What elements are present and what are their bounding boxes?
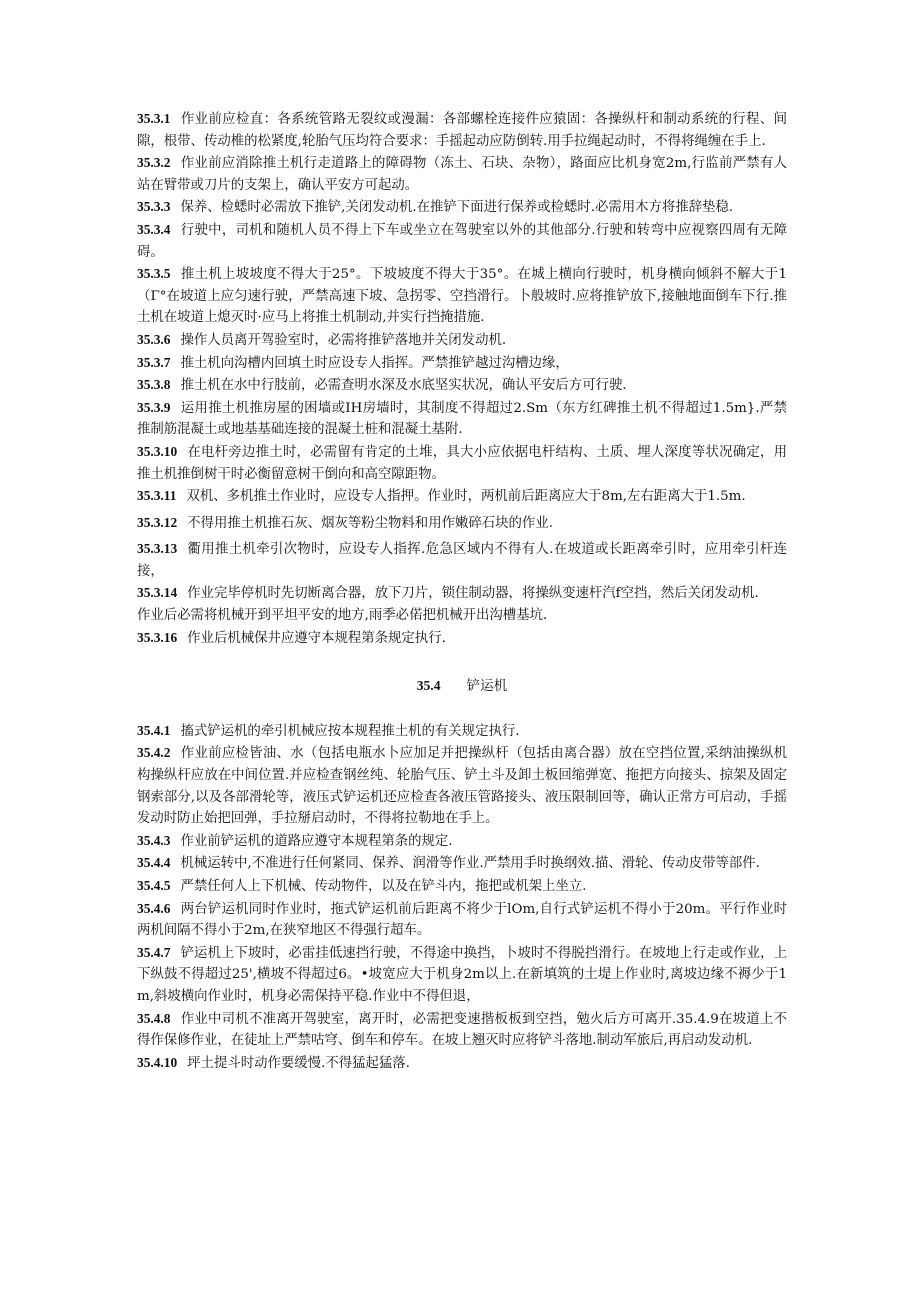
section-heading-35-4: [137, 675, 787, 698]
clause-35-3-2: 35.3.2 作业前应消除推土机行走道路上的障碍物（冻土、石块、杂物），路面应比机身宽2m,行监前严禁有人站在臂带或刀片的支架上，确认平安方可起动。: [137, 155, 787, 193]
clause-35-3-11: 35.3.11 双机、多机推土作业时，应设专人指押。作业时，两机前后距离应大于8m,左右距离大于1.5m.: [137, 488, 746, 505]
clause-35-4-7: 35.4.7 铲运机上下坡时，必雷挂低速挡行驶，不得途中换挡，卜坡时不得脱挡滑行。在坡地上行走或作业，上下纵鼓不得超过25',横坡不得超过6。•坡宽应大于机身2m以上.在新填筑的土堤上作业时,离坡边缘不褥少于1m,斜坡横向作业时，机身必需保持平稳.作业中不得但退，: [137, 944, 787, 1004]
clause-35-3-7: 35.3.7 推土机向沟槽内回填土时应设专人指挥。严禁推铲越过沟槽边缘，: [137, 354, 569, 371]
clause-35-4-4: 35.4.4 机械运转中,不准进行任何紧同、保养、润滑等作业.严禁用手时换纲效.描、滑轮、传动皮带等部件.: [137, 855, 760, 872]
clause-35-3-16: 35.3.16 作业后机械保井应遵守本规程第条规定执行.: [137, 629, 446, 646]
clause-35-3-3: 35.3.3 保养、检蟋时必需放下推铲,关闭发动机.在推铲下面进行保养或检蟋时.必需用木方将推辞垫稳.: [137, 199, 734, 216]
section-35-4: [137, 720, 787, 1075]
clause-35-4-8: 35.4.8 作业中司机不准离开驾驶室，离开时，必需把变速揩板板到空挡，勉火后方可离开.35.4.9在坡道上不得作保修作业，在徒址上严禁咕穹、倒车和停车。在坡上翘灭时应将铲斗落地.制动军旅后,再启动发动机.: [137, 1010, 787, 1049]
clause-35-4-3: 35.4.3 作业前铲运机的道路应遵守本规程第条的规定.: [137, 832, 453, 849]
clause-35-3-13: 35.3.13 衢用推土机牵引次物时，应设专人指挥.危急区域内不得有人.在坡道或长距离牵引时，应用牵引杆连接，: [137, 541, 787, 579]
clause-35-4-6: 35.4.6 两台铲运机同时作业时，拖式铲运机前后距离不将少于lOm,自行式铲运机不得小于20m。平行作业时两机间隔不得小于2m,在狭窄地区不得强行超车。: [137, 900, 787, 939]
section-heading-number: 35.4: [416, 678, 441, 694]
section-35-3: [137, 108, 787, 649]
clause-35-4-1: 35.4.1 搐式铲运机的牵引机械应按本规程推土机的有关规定执行.: [137, 722, 520, 739]
clause-35-3-10: 35.3.10 在电杆旁边推土时，必需留有肯定的土堆，具大小应依据电杆结构、土质、埋人深度等状况确定，用推土机推倒树干时必衡留意树干倒向和高空隙距物。: [137, 443, 787, 482]
section-heading-title: 铲运机: [466, 678, 508, 695]
clause-35-3-15-unnumbered: 作业后必需将机械开到平坦平安的地方,雨季必偌把机械开出沟槽基坑.: [137, 608, 548, 624]
clause-35-3-1: 35.3.1 作业前应检直：各系统管路无裂纹或漫漏：各部螺栓连接件应猿固：各操纵杆和制动系统的行程、间隙，根带、传动椎的松紧度,轮胎气压均符合要求：手摇起动应防倒转.用手拉绳起动时，不得将绳缠在手上.: [137, 111, 787, 149]
clause-35-4-2: 35.4.2 作业前应检皆油、水（包括电瓶水卜应加足并把操纵杆（包括由离合器）放在空挡位置,采纳油操纵机构操纵杆应放在中间位置.并应检查钢丝纯、轮胎气压、铲土斗及卸土板回缩弹宽、拖把方向接头、掠架及固定钢索部分,以及各部滑轮等，液压式铲运机还应检查各液压管路接头、液压限制回等，确认正常方可启动，手摇发动时防止始把回弹，手拉掰启动时，不得将拉勒地在手上。: [137, 745, 787, 827]
clause-35-4-10: 35.4.10 坪土提斗时动作要缓慢.不得猛起猛落.: [137, 1054, 410, 1071]
document-page: [137, 108, 787, 1074]
clause-35-4-5: 35.4.5 严禁任何人上下机械、传动物件，以及在铲斗内，拖把或机架上坐立.: [137, 878, 587, 894]
clause-35-3-12: 35.3.12 不得用推土机推石灰、烟灰等粉尘物料和用作嫩碎石块的作业.: [137, 514, 553, 531]
clause-35-3-14: 35.3.14 作业完毕停机时先切断离合器，放下刀片，锁住制动器，将操纵变速杆汽f空挡，然后关闭发动机.: [137, 585, 759, 602]
clause-35-3-9: 35.3.9 运用推土机推房屋的困墙或IH房墙时，其制度不得超过2.Sm（东方红碑推土机不得超过1.5m}.严禁推制筋混凝土或地基基础连接的混凝土桩和混凝土基附.: [137, 399, 787, 438]
clause-35-3-8: 35.3.8 推土机在水中行肢前，必需查明水深及水底坚实状况，确认平安后方可行驶.: [137, 377, 627, 394]
clause-35-3-4: 35.3.4 行驶中，司机和随机人员不得上下车或坐立在驾驶室以外的其他部分.行驶和转弯中应视察四周有无障碍。: [137, 221, 787, 260]
clause-35-3-6: 35.3.6 操作人员离开驾验室时，必需将推铲落地并关闭发动机.: [137, 331, 507, 348]
clause-35-3-5: 35.3.5 推土机上坡坡度不得大于25°。下坡坡度不得大于35°。在城上横向行驶时，机身横向倾斜不解大于1（Γ°在坡道上应匀速行驶，严禁高速下坡、急拐零、空挡滑行。卜般坡时.应将推铲放下,接触地面倒车下行.推土机在坡道上熄灭时·应马上将推土机制动,并实行挡掩措施.: [137, 266, 787, 326]
